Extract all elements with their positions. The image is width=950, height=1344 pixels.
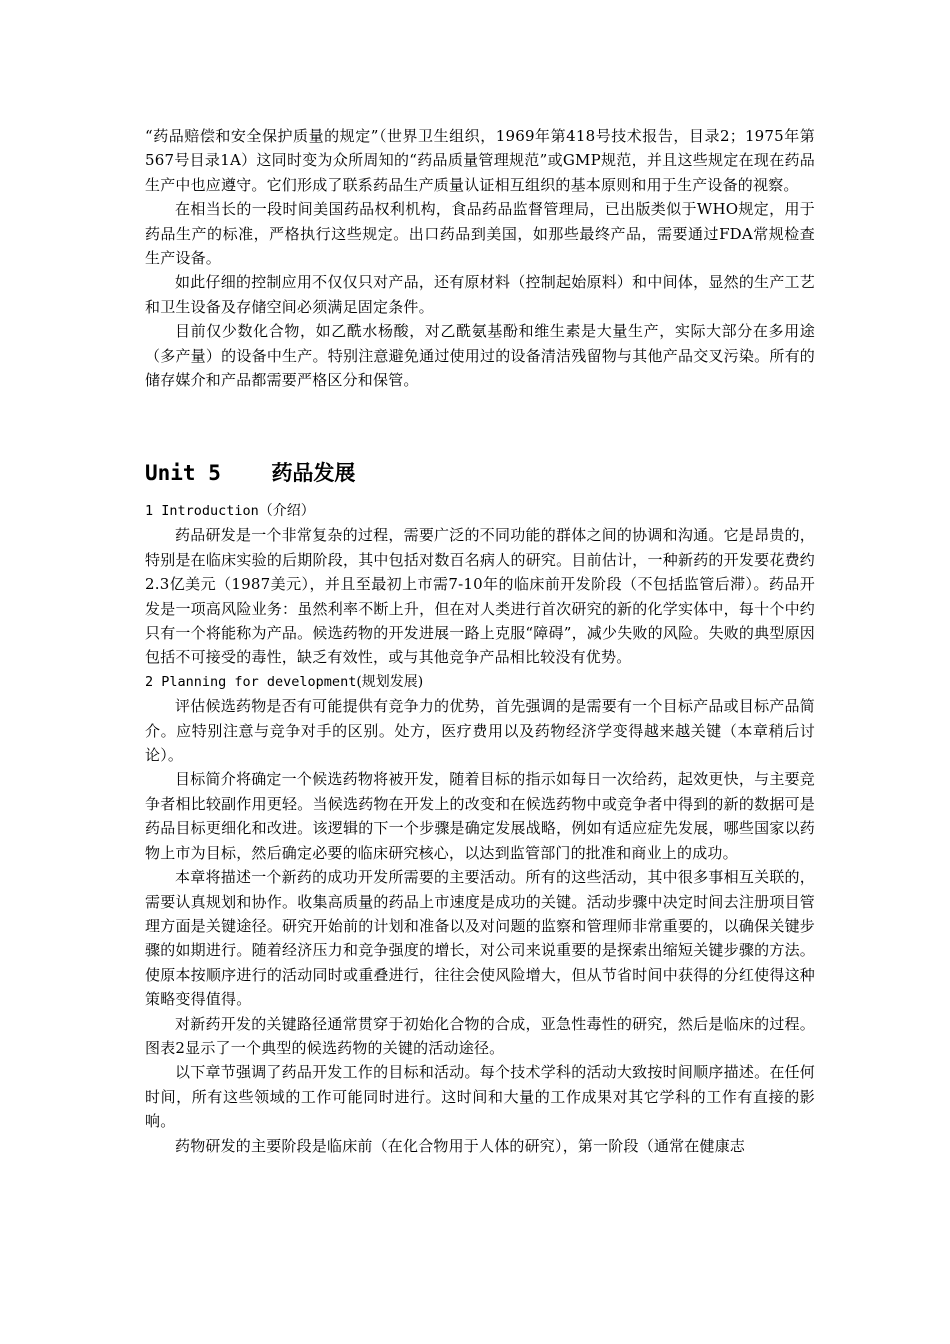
paragraph-multipurpose-equipment: 目前仅少数化合物，如乙酰水杨酸，对乙酰氨基酚和维生素是大量生产，实际大部分在多用途（多产量）的设备中生产。特别注意避免通过使用过的设备清洁残留物与其他产品交叉污染。所有的储存媒介和产品都需要严格区分和保管。 [145,322,815,390]
paragraph-critical-path: 对新药开发的关键路径通常贯穿于初始化合物的合成，亚急性毒性的研究，然后是临床的过程。图表2显示了一个典型的候选药物的关键的活动途径。 [145,1014,815,1057]
unit-body-block [145,499,815,1158]
paragraph-target-product: 评估候选药物是否有可能提供有竞争力的优势，首先强调的是需要有一个目标产品或目标产品简介。应特别注意与竞争对手的区别。处方，医疗费用以及药物经济学变得越来越关键（本章稍后讨论）。 [145,697,815,765]
section-heading-en: 1 Introduction [145,503,259,519]
intro-text-block [145,124,815,392]
section-heading-introduction [145,499,815,523]
section-heading-cn: （介绍） [258,503,315,519]
section-heading-planning [145,670,815,694]
section-heading-cn: (规划发展) [356,673,424,690]
paragraph-fda-standards: 在相当长的一段时间美国药品权利机构，食品药品监督管理局，已出版类似于WHO规定，用于药品生产的标准，严格执行这些规定。出口药品到美国，如那些最终产品，需要通过FDA常规检查生产设备。 [145,200,815,268]
unit-number: Unit 5 [145,461,221,485]
unit-heading [145,458,355,488]
unit-title: 药品发展 [271,461,356,485]
paragraph-development-phases: 药物研发的主要阶段是临床前（在化合物用于人体的研究），第一阶段（通常在健康志 [175,1136,746,1155]
paragraph-chapter-overview: 以下章节强调了药品开发工作的目标和活动。每个技术学科的活动大致按时间顺序描述。在任何时间，所有这些领域的工作可能同时进行。这时间和大量的工作成果对其它学科的工作有直接的影响。 [145,1063,815,1131]
paragraph-introduction: 药品研发是一个非常复杂的过程，需要广泛的不同功能的群体之间的协调和沟通。它是昂贵的，特别是在临床实验的后期阶段，其中包括对数百名病人的研究。目前估计，一种新药的开发要花费约2.3亿美元（1987美元），并且至最初上市需7-10年的临床前开发阶段（不包括监管后滞）。药品开发是一项高风险业务：虽然利率不断上升，但在对人类进行首次研究的新的化学实体中，每十个中约只有一个将能称为产品。候选药物的开发进展一路上克服“障碍”，减少失败的风险。失败的典型原因包括不可接受的毒性，缺乏有效性，或与其他竞争产品相比较没有优势。 [145,526,815,667]
section-heading-en: 2 Planning for development [145,673,357,690]
paragraph-control-application: 如此仔细的控制应用不仅仅只对产品，还有原材料（控制起始原料）和中间体，显然的生产工艺和卫生设备及存储空间必须满足固定条件。 [145,273,815,316]
paragraph-target-profile: 目标简介将确定一个候选药物将被开发，随着目标的指示如每日一次给药，起效更快，与主要竞争者相比较副作用更轻。当候选药物在开发上的改变和在候选药物中或竞争者中得到的新的数据可是药品目标更细化和改进。该逻辑的下一个步骤是确定发展战略，例如有适应症先发展，哪些国家以药物上市为目标，然后确定必要的临床研究核心，以达到监管部门的批准和商业上的成功。 [145,770,815,862]
paragraph-main-activities: 本章将描述一个新药的成功开发所需要的主要活动。所有的这些活动，其中很多事相互关联的，需要认真规划和协作。收集高质量的药品上市速度是成功的关键。活动步骤中决定时间去注册项目管理方面是关键途径。研究开始前的计划和准备以及对问题的监察和管理师非常重要的，以确保关键步骤的如期进行。随着经济压力和竞争强度的增长，对公司来说重要的是探索出缩短关键步骤的方法。使原本按顺序进行的活动同时或重叠进行，往往会使风险增大，但从节省时间中获得的分红使得这种策略变得值得。 [145,868,815,1009]
paragraph-gmp-origin: “药品赔偿和安全保护质量的规定”（世界卫生组织，1969年第418号技术报告，目录2；1975年第567号目录1A）这同时变为众所周知的“药品质量管理规范”或GMP规范，并且这些规定在现在药品生产中也应遵守。它们形成了联系药品生产质量认证相互组织的基本原则和用于生产设备的视察。 [145,127,815,194]
